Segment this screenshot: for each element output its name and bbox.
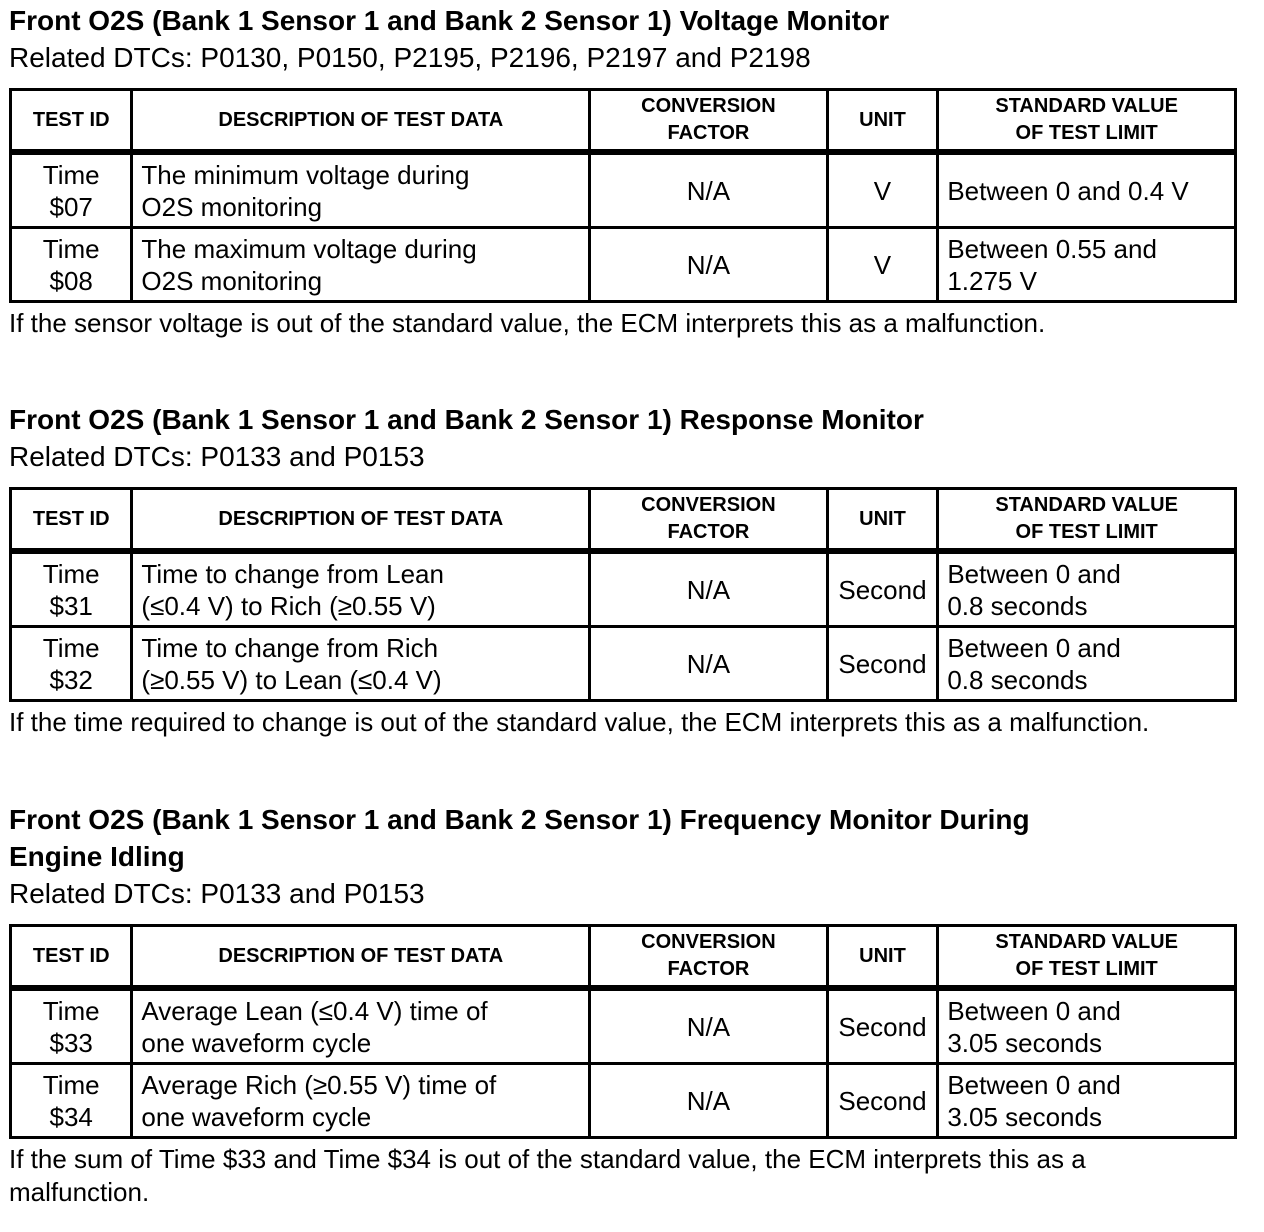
- header-standard-line2: OF TEST LIMIT: [1015, 521, 1158, 543]
- header-standard-line1: STANDARD VALUE: [995, 95, 1178, 117]
- header-unit: UNIT: [827, 926, 938, 989]
- cell-standard-value: [938, 152, 1236, 228]
- standard-line1: Between 0 and: [947, 995, 1121, 1026]
- header-standard-line2: OF TEST LIMIT: [1015, 958, 1158, 980]
- standard-line1: Between 0 and: [947, 632, 1121, 663]
- cell-conversion-factor: N/A: [590, 988, 827, 1064]
- header-conversion-line2: FACTOR: [667, 958, 750, 980]
- standard-line1: Between 0 and: [947, 1069, 1121, 1100]
- standard-line2: 0.8 seconds: [947, 664, 1088, 695]
- table-row: [11, 228, 1236, 302]
- header-standard-line1: STANDARD VALUE: [995, 494, 1178, 516]
- test-id-code: $07: [49, 191, 93, 222]
- test-id-code: $31: [49, 590, 93, 621]
- description-line1: Average Rich (≥0.55 V) time of: [141, 1069, 497, 1100]
- cell-test-id: [11, 228, 132, 302]
- section-frequency-monitor: [9, 801, 1237, 1209]
- header-standard-line1: STANDARD VALUE: [995, 931, 1178, 953]
- cell-conversion-factor: N/A: [590, 152, 827, 228]
- section-note-line1: If the sum of Time $33 and Time $34 is out of the standard value, the ECM interprets this as a: [9, 1144, 1086, 1174]
- cell-description: [132, 1064, 590, 1138]
- header-conversion-factor: [590, 90, 827, 153]
- header-description: DESCRIPTION OF TEST DATA: [132, 926, 590, 989]
- description-line2: O2S monitoring: [141, 191, 323, 222]
- cell-description: [132, 228, 590, 302]
- section-title: [9, 801, 1237, 875]
- table-header-row: [11, 90, 1236, 153]
- cell-standard-value: [938, 1064, 1236, 1138]
- section-title-line2: Engine Idling: [9, 841, 185, 872]
- table-row: [11, 152, 1236, 228]
- header-conversion-line1: CONVERSION: [641, 494, 776, 516]
- standard-line2: 3.05 seconds: [947, 1027, 1102, 1058]
- cell-unit: Second: [827, 988, 938, 1064]
- cell-conversion-factor: N/A: [590, 551, 827, 627]
- standard-line2: 3.05 seconds: [947, 1101, 1102, 1132]
- test-data-table: [9, 924, 1237, 1139]
- description-line1: Time to change from Rich: [141, 632, 439, 663]
- header-test-id: TEST ID: [11, 926, 132, 989]
- section-title: Front O2S (Bank 1 Sensor 1 and Bank 2 Sensor 1) Voltage Monitor: [9, 5, 890, 36]
- cell-unit: Second: [827, 1064, 938, 1138]
- description-line2: O2S monitoring: [141, 265, 323, 296]
- cell-test-id: [11, 152, 132, 228]
- table-row: [11, 627, 1236, 701]
- test-data-table: [9, 88, 1237, 303]
- test-id-label: Time: [42, 558, 100, 589]
- table-header-row: [11, 926, 1236, 989]
- cell-description: [132, 152, 590, 228]
- test-id-code: $08: [49, 265, 93, 296]
- header-conversion-line1: CONVERSION: [641, 95, 776, 117]
- test-id-code: $33: [49, 1027, 93, 1058]
- section-note: If the sensor voltage is out of the standard value, the ECM interprets this as a malfunction.: [9, 308, 1046, 338]
- test-id-label: Time: [42, 233, 100, 264]
- section-title-line1: Front O2S (Bank 1 Sensor 1 and Bank 2 Sensor 1) Frequency Monitor During: [9, 804, 1030, 835]
- cell-test-id: [11, 551, 132, 627]
- header-test-id: TEST ID: [11, 489, 132, 552]
- section-title: Front O2S (Bank 1 Sensor 1 and Bank 2 Sensor 1) Response Monitor: [9, 404, 924, 435]
- description-line2: (≤0.4 V) to Rich (≥0.55 V): [141, 590, 436, 621]
- standard-line1: Between 0 and: [947, 558, 1121, 589]
- test-id-label: Time: [42, 632, 100, 663]
- cell-unit: V: [827, 152, 938, 228]
- cell-conversion-factor: N/A: [590, 627, 827, 701]
- header-description: DESCRIPTION OF TEST DATA: [132, 489, 590, 552]
- section-voltage-monitor: [9, 2, 1237, 340]
- cell-unit: Second: [827, 551, 938, 627]
- header-description: DESCRIPTION OF TEST DATA: [132, 90, 590, 153]
- cell-standard-value: [938, 627, 1236, 701]
- standard-line2: 0.8 seconds: [947, 590, 1088, 621]
- related-dtcs: Related DTCs: P0133 and P0153: [9, 878, 425, 909]
- header-standard-value: [938, 90, 1236, 153]
- header-conversion-line2: FACTOR: [667, 122, 750, 144]
- test-id-label: Time: [42, 995, 100, 1026]
- header-unit: UNIT: [827, 90, 938, 153]
- test-id-label: Time: [42, 159, 100, 190]
- section-note-line2: malfunction.: [9, 1177, 150, 1207]
- test-id-code: $32: [49, 664, 93, 695]
- standard-line2: 1.275 V: [947, 265, 1037, 296]
- description-line1: The maximum voltage during: [141, 233, 477, 264]
- header-standard-value: [938, 489, 1236, 552]
- description-line2: one waveform cycle: [141, 1027, 372, 1058]
- test-id-label: Time: [42, 1069, 100, 1100]
- related-dtcs: Related DTCs: P0133 and P0153: [9, 441, 425, 472]
- cell-test-id: [11, 627, 132, 701]
- description-line2: one waveform cycle: [141, 1101, 372, 1132]
- cell-conversion-factor: N/A: [590, 1064, 827, 1138]
- header-unit: UNIT: [827, 489, 938, 552]
- table-row: [11, 988, 1236, 1064]
- cell-standard-value: [938, 988, 1236, 1064]
- description-line1: Average Lean (≤0.4 V) time of: [141, 995, 488, 1026]
- cell-standard-value: [938, 551, 1236, 627]
- header-conversion-factor: [590, 926, 827, 989]
- header-test-id: TEST ID: [11, 90, 132, 153]
- table-row: [11, 1064, 1236, 1138]
- cell-description: [132, 627, 590, 701]
- table-row: [11, 551, 1236, 627]
- standard-line1: Between 0 and 0.4 V: [947, 175, 1189, 206]
- related-dtcs: Related DTCs: P0130, P0150, P2195, P2196, P2197 and P2198: [9, 42, 811, 73]
- cell-description: [132, 551, 590, 627]
- description-line1: Time to change from Lean: [141, 558, 444, 589]
- cell-test-id: [11, 988, 132, 1064]
- cell-description: [132, 988, 590, 1064]
- header-standard-value: [938, 926, 1236, 989]
- table-header-row: [11, 489, 1236, 552]
- cell-unit: Second: [827, 627, 938, 701]
- section-response-monitor: [9, 401, 1237, 739]
- description-line1: The minimum voltage during: [141, 159, 470, 190]
- header-conversion-factor: [590, 489, 827, 552]
- section-note: If the time required to change is out of the standard value, the ECM interprets this as a malfunction.: [9, 707, 1150, 737]
- description-line2: (≥0.55 V) to Lean (≤0.4 V): [141, 664, 442, 695]
- standard-line1: Between 0.55 and: [947, 233, 1157, 264]
- header-conversion-line2: FACTOR: [667, 521, 750, 543]
- cell-unit: V: [827, 228, 938, 302]
- test-data-table: [9, 487, 1237, 702]
- header-standard-line2: OF TEST LIMIT: [1015, 122, 1158, 144]
- test-id-code: $34: [49, 1101, 93, 1132]
- cell-conversion-factor: N/A: [590, 228, 827, 302]
- cell-standard-value: [938, 228, 1236, 302]
- header-conversion-line1: CONVERSION: [641, 931, 776, 953]
- cell-test-id: [11, 1064, 132, 1138]
- section-note: [9, 1143, 1237, 1209]
